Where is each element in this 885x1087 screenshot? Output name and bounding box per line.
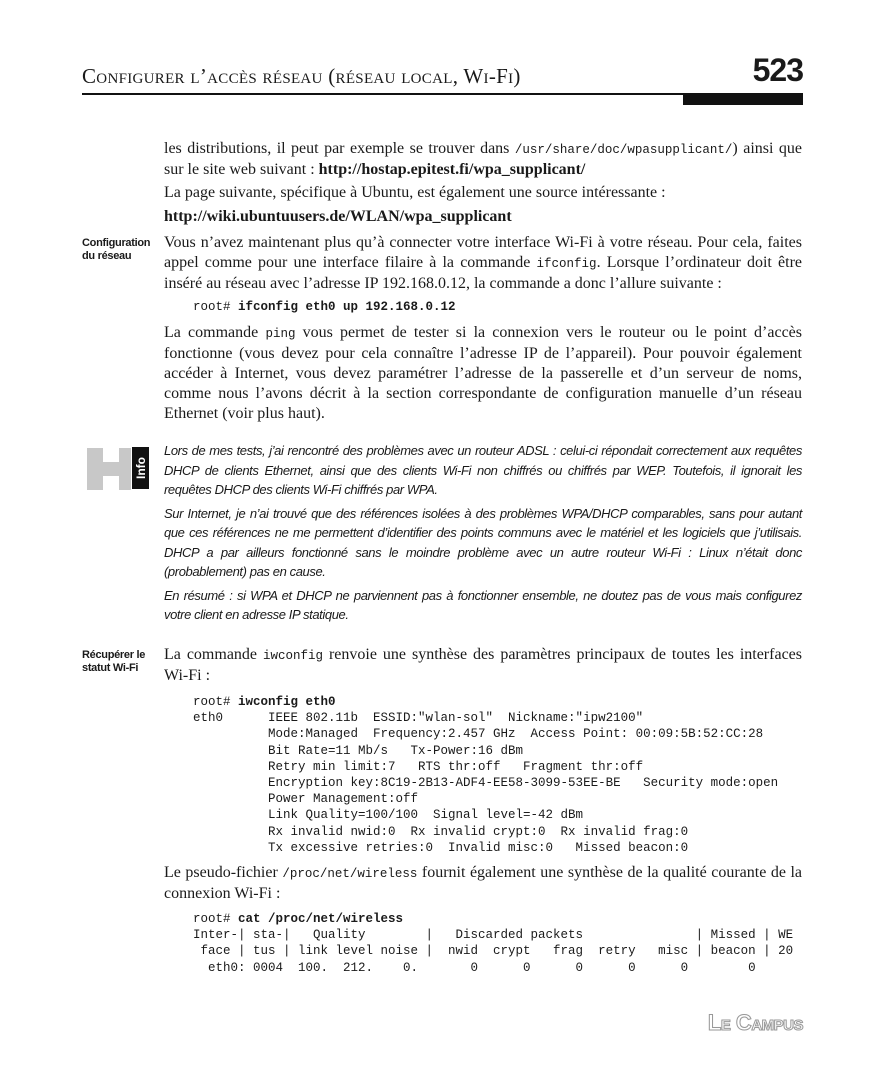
p5-code: ping bbox=[265, 327, 296, 341]
p7-text-b: fournit également une synthèse de la qualité courante de la connexion Wi-Fi : bbox=[164, 864, 802, 902]
code2-prompt: root# bbox=[193, 695, 239, 709]
code1-cmd: ifconfig eth0 up 192.168.0.12 bbox=[238, 300, 456, 314]
paragraph-1 bbox=[164, 139, 802, 180]
paragraph-4 bbox=[164, 233, 802, 294]
paragraph-6 bbox=[164, 645, 802, 686]
running-header-title: Configurer l’accès réseau (réseau local, Wi-Fi) bbox=[82, 64, 521, 88]
code-block-proc-wireless bbox=[193, 911, 793, 976]
code3-prompt: root# bbox=[193, 912, 239, 926]
paragraph-7 bbox=[164, 863, 802, 904]
p7-code: /proc/net/wireless bbox=[282, 867, 418, 881]
info-note bbox=[164, 441, 802, 629]
p1-link[interactable]: http://hostap.epitest.fi/wpa_supplicant/ bbox=[318, 161, 586, 178]
header-bar bbox=[683, 95, 803, 105]
p4-text-b: . Lorsque l’ordinateur doit être inséré au réseau avec l’adresse IP 192.168.0.12, la commande a donc l’allure suivante : bbox=[164, 254, 802, 292]
p5-text-a: La commande bbox=[164, 324, 266, 341]
p1-code: /usr/share/doc/wpasupplicant/ bbox=[514, 143, 733, 157]
code3-cmd: cat /proc/net/wireless bbox=[238, 912, 404, 926]
margin-label-configuration: Configuration du réseau bbox=[82, 237, 151, 262]
p4-text-a: Vous n’avez maintenant plus qu’à connecter votre interface Wi-Fi à votre réseau. Pour cela, faites appel comme pour une interface filaire à la commande bbox=[164, 234, 802, 271]
paragraph-3-link[interactable]: http://wiki.ubuntuusers.de/WLAN/wpa_supplicant bbox=[164, 208, 512, 225]
paragraph-2: La page suivante, spécifique à Ubuntu, est également une source intéressante : bbox=[164, 184, 666, 201]
publisher-logo: Le Campus bbox=[707, 1010, 803, 1035]
margin-label-statut: Récupérer le statut Wi-Fi bbox=[82, 649, 146, 674]
p1-text-a: les distributions, il peut par exemple se trouver dans bbox=[164, 140, 515, 157]
page-number: 523 bbox=[752, 52, 803, 88]
code2-output: eth0 IEEE 802.11b ESSID:"wlan-sol" Nickname:"ipw2100" Mode:Managed Frequency:2.457 GHz Access Point: 00:09:5B:52:CC:28 Bit Rate=11 Mb/s Tx-Power:16 dBm Retry min limit:7 RTS thr:off Fragment thr:off Encryption key:8C19-2B13-ADF4-EE58-3099-53EE-BE Security mode:open Power Management:off Link Quality=100/100 Signal level=-42 dBm Rx invalid nwid:0 Rx invalid crypt:0 Rx invalid frag:0 Tx excessive retries:0 Invalid misc:0 Missed beacon:0 bbox=[193, 711, 779, 855]
code3-output: Inter-| sta-| Quality | Discarded packets | Missed | WE face | tus | link level noise | nwid crypt frag retry misc | beacon | 20 eth0: 0004 100. 212. 0. 0 0 0 0 0 0 bbox=[193, 928, 794, 975]
p6-code: iwconfig bbox=[263, 649, 324, 663]
note-paragraph-2: Sur Internet, je n’ai trouvé que des références isolées à des problèmes WPA/DHCP comparables, sans pour autant que ces références ne me permettent d’identifier des points communs avec le matériel et les logiciels que j’utilisais. DHCP a par ailleurs fonctionné sans le moindre problème avec un autre routeur Wi-Fi : Linux n’était donc (probablement) pas en cause. bbox=[164, 505, 802, 579]
p6-text-a: La commande bbox=[164, 646, 263, 663]
note-paragraph-3: En résumé : si WPA et DHCP ne parviennent pas à fonctionner ensemble, ne doutez pas de vous mais configurez votre client en adresse IP statique. bbox=[164, 587, 802, 622]
code-block-iwconfig bbox=[193, 694, 778, 856]
p1-text-b: ) ainsi que sur le site web suivant : bbox=[164, 140, 802, 178]
code2-cmd: iwconfig eth0 bbox=[238, 695, 336, 709]
info-figure-icon bbox=[87, 444, 135, 492]
p4-code: ifconfig bbox=[536, 257, 597, 271]
p7-text-a: Le pseudo-fichier bbox=[164, 864, 283, 881]
code1-prompt: root# bbox=[193, 300, 239, 314]
note-paragraph-1: Lors de mes tests, j’ai rencontré des problèmes avec un routeur ADSL : celui-ci répondait correctement aux requêtes DHCP de clients Ethernet, ainsi que des clients Wi-Fi non chiffrés ou chiffrés par WEP. Toutefois, il ignorait les requêtes DHCP des clients Wi-Fi chiffrés par WPA. bbox=[164, 443, 802, 497]
info-label: Info bbox=[132, 447, 149, 489]
code-block-ifconfig bbox=[193, 299, 456, 315]
p5-text-b: vous permet de tester si la connexion vers le routeur ou le point d’accès fonctionne (vous devez pour cela connaître l’adresse IP de l’appareil). Pour pouvoir également accéder à Internet, vous devez paramétrer l’adresse de la passerelle et d’un serveur de noms, comme nous l’avons décrit à la section correspondante de configuration manuelle d’un réseau Ethernet (voir plus haut). bbox=[164, 324, 802, 422]
paragraph-5 bbox=[164, 323, 802, 424]
p6-text-b: renvoie une synthèse des paramètres principaux de toutes les interfaces Wi-Fi : bbox=[164, 646, 802, 684]
